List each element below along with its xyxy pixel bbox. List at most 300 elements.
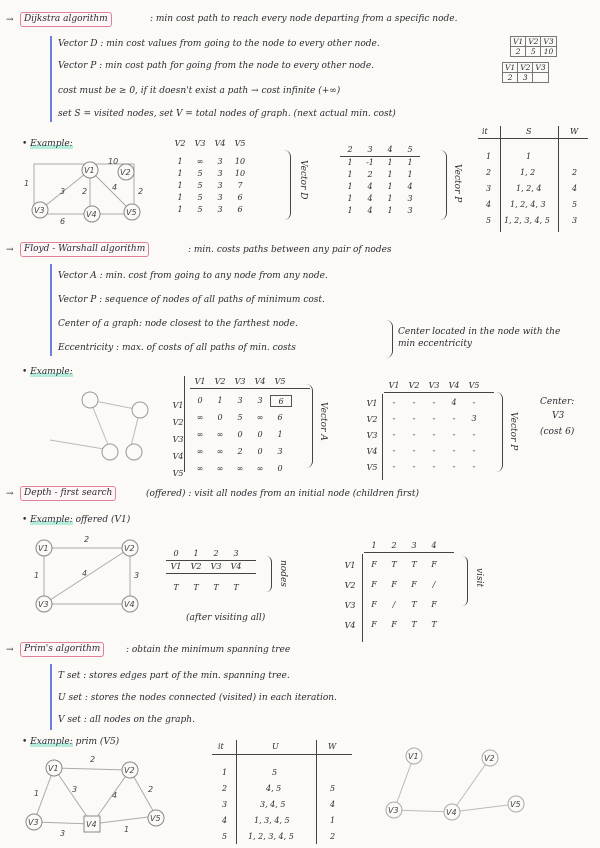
prim-example-label: • Example: prim (V5) xyxy=(22,737,120,747)
text-value: 1 xyxy=(177,193,183,202)
text-value: 5 xyxy=(222,832,228,841)
graph-node-label: V1 xyxy=(84,166,95,175)
text-value: T xyxy=(391,560,397,569)
graph-node-label: V3 xyxy=(38,600,49,609)
text-value: 5 xyxy=(237,413,243,422)
text-value: V2 xyxy=(408,381,420,390)
layout-element xyxy=(168,394,188,480)
dijkstra-cost-rule: cost must be ≥ 0, if it doesn't exist a path → cost infinite (+∞) xyxy=(58,86,341,96)
table-row xyxy=(340,169,420,181)
layout-element xyxy=(364,599,454,611)
layout-element xyxy=(384,413,494,425)
prim-u-set: U set : stores the nodes connected (visited) in each iteration. xyxy=(58,693,337,703)
layout-element xyxy=(190,376,310,475)
layout-element xyxy=(382,394,383,480)
layout-element xyxy=(340,554,360,632)
graph-node-label: V1 xyxy=(408,752,419,761)
table-header-row xyxy=(190,376,310,388)
layout-element xyxy=(362,446,382,458)
brace-icon xyxy=(440,150,447,220)
text-value: 2 xyxy=(391,541,397,550)
text-value: 3 xyxy=(367,145,373,154)
layout-element xyxy=(511,37,557,57)
graph-weight: 2 xyxy=(90,755,96,764)
text-value: 6 xyxy=(237,193,243,202)
text-value: V2 xyxy=(366,415,378,424)
dijkstra-p-grid xyxy=(502,62,549,83)
graph-node-label: V2 xyxy=(124,766,135,775)
text-value: 1 xyxy=(222,768,228,777)
graph-weight: 1 xyxy=(34,789,40,798)
prim-example-arg: prim (V5) xyxy=(75,737,120,747)
table-cell: 1, 2, 4 xyxy=(516,184,542,193)
text-value: ∞ xyxy=(256,413,264,422)
center-note-2: V3 xyxy=(552,411,565,421)
text-value: 1 xyxy=(177,205,183,214)
text-value: V3 xyxy=(210,562,222,571)
table-row xyxy=(190,463,310,475)
text-value: 1 xyxy=(347,170,353,179)
text-value: ∞ xyxy=(216,464,224,473)
d-grid-cell: 5 xyxy=(526,47,541,57)
layout-element xyxy=(362,554,363,642)
text-value: 1 xyxy=(347,158,353,167)
layout-element xyxy=(452,758,490,812)
text-value: 3 xyxy=(407,206,413,215)
graph-node-label: V4 xyxy=(124,600,135,609)
text-value: T xyxy=(411,600,417,609)
text-value: T xyxy=(431,620,437,629)
text-value: V5 xyxy=(274,377,286,386)
text-value: ∞ xyxy=(196,464,204,473)
text-value: W xyxy=(328,742,337,751)
text-value: - xyxy=(392,398,396,407)
graph-node-label: V2 xyxy=(124,544,135,553)
graph-weight: 4 xyxy=(82,569,88,578)
p-grid-cell: V2 xyxy=(518,63,533,73)
graph-node-label: V3 xyxy=(28,818,39,827)
dijkstra-s-table xyxy=(478,126,588,232)
graph-node-label: V1 xyxy=(48,764,59,773)
layout-element xyxy=(82,392,98,408)
text-value: ∞ xyxy=(256,464,264,473)
text-value: / xyxy=(432,580,436,589)
text-value: - xyxy=(472,446,476,455)
dfs-title: Depth - first search xyxy=(20,486,116,501)
layout-element xyxy=(503,63,549,83)
table-cell: 1, 2, 4, 3 xyxy=(510,200,546,209)
text-value: V3 xyxy=(366,431,378,440)
text-value: 1 xyxy=(387,158,393,167)
layout-element xyxy=(384,461,494,473)
text-value: 4 xyxy=(407,182,413,191)
text-value: 7 xyxy=(237,181,243,190)
floyd-title: Floyd - Warshall algorithm xyxy=(20,242,149,257)
text-value: 4 xyxy=(431,541,437,550)
text-value: 5 xyxy=(197,205,203,214)
text-value: 5 xyxy=(197,169,203,178)
text-value: 3, 4, 5 xyxy=(260,800,286,809)
text-value: 5 xyxy=(272,768,278,777)
layout-element xyxy=(168,400,188,412)
prim-left-bar xyxy=(50,664,52,730)
graph-node-label: V5 xyxy=(510,800,521,809)
table-header-cell: S xyxy=(526,127,532,136)
text-value: 6 xyxy=(237,205,243,214)
text-value: ∞ xyxy=(236,464,244,473)
text-value: Example: xyxy=(30,737,73,747)
floyd-left-bar xyxy=(50,264,52,356)
prim-title: Prim's algorithm xyxy=(20,642,104,657)
text-value: - xyxy=(452,414,456,423)
text-value: 4 xyxy=(367,206,373,215)
table-cell: 5 xyxy=(572,200,578,209)
layout-element xyxy=(54,768,130,770)
layout-element xyxy=(340,620,360,632)
graph-weight: 1 xyxy=(124,825,130,834)
table-row xyxy=(340,157,420,169)
text-value: V2 xyxy=(344,581,356,590)
bullet-arrow-icon: → xyxy=(6,245,14,255)
text-value: 2 xyxy=(347,145,353,154)
text-value: - xyxy=(412,430,416,439)
text-value: F xyxy=(431,600,437,609)
layout-element xyxy=(503,73,549,83)
d-grid-cell: 2 xyxy=(511,47,526,57)
graph-weight: 4 xyxy=(112,791,118,800)
dfs-sequence-note: (after visiting all) xyxy=(186,613,266,623)
vector-p-caption: Vector P xyxy=(452,164,462,203)
dfs-example-arg: offered (V1) xyxy=(75,515,131,525)
text-value: V1 xyxy=(344,561,356,570)
text-value: F xyxy=(371,600,377,609)
layout-element xyxy=(166,582,256,594)
graph-weight: 1 xyxy=(34,571,40,580)
text-value: V1 xyxy=(388,381,400,390)
layout-element xyxy=(362,462,382,474)
layout-element xyxy=(166,548,256,560)
layout-element xyxy=(212,754,352,755)
dijkstra-d-grid xyxy=(510,36,557,57)
table-row xyxy=(340,205,420,217)
text-value: 0 xyxy=(257,447,263,456)
text-value: ∞ xyxy=(196,157,204,166)
dijkstra-left-bar xyxy=(50,36,52,122)
text-value: 4 xyxy=(367,194,373,203)
p-grid-cell: V3 xyxy=(533,63,548,73)
text-value: 3 xyxy=(217,205,223,214)
dijkstra-graph xyxy=(20,150,150,230)
text-value: 4 xyxy=(367,182,373,191)
graph-node-label: V4 xyxy=(446,808,457,817)
text-value: F xyxy=(411,580,417,589)
text-value: - xyxy=(392,462,396,471)
graph-node-label: V5 xyxy=(150,814,161,823)
text-value: 1 xyxy=(347,194,353,203)
graph-weight: 2 xyxy=(84,535,90,544)
brace-icon xyxy=(284,150,291,220)
text-value: 2 xyxy=(213,549,219,558)
text-value: 5 xyxy=(407,145,413,154)
table-header-cell: V3 xyxy=(194,139,206,148)
text-value: V1 xyxy=(194,377,206,386)
layout-element xyxy=(166,573,256,574)
text-value: 0 xyxy=(173,549,179,558)
table-row xyxy=(170,168,250,180)
text-value: 1 xyxy=(387,194,393,203)
text-value: 1 xyxy=(177,169,183,178)
prim-description: : obtain the minimum spanning tree xyxy=(126,645,291,655)
text-value: 1 xyxy=(347,206,353,215)
table-row xyxy=(190,446,310,458)
text-value: V3 xyxy=(344,601,356,610)
layout-element xyxy=(384,380,494,392)
text-value: T xyxy=(213,583,219,592)
text-value: 10 xyxy=(234,157,246,166)
floyd-vector-p: Vector P : sequence of nodes of all paths of minimum cost. xyxy=(58,295,325,305)
graph-node-label: V3 xyxy=(388,806,399,815)
text-value: 3 xyxy=(217,181,223,190)
table-row xyxy=(190,429,310,441)
text-value: 2 xyxy=(222,784,228,793)
text-value: 4, 5 xyxy=(266,784,282,793)
text-value: 6 xyxy=(270,395,292,407)
table-cell: 3 xyxy=(486,184,492,193)
text-value: V3 xyxy=(234,377,246,386)
text-value: 1 xyxy=(347,182,353,191)
text-value: - xyxy=(432,430,436,439)
layout-element xyxy=(511,37,557,47)
graph-weight: 3 xyxy=(72,785,78,794)
graph-node-label: V4 xyxy=(86,210,97,219)
table-cell: 3 xyxy=(572,216,578,225)
text-value: 3 xyxy=(217,169,223,178)
text-value: - xyxy=(392,414,396,423)
text-value: - xyxy=(432,398,436,407)
layout-element xyxy=(511,47,557,57)
p-grid-cell: V1 xyxy=(503,63,518,73)
layout-element xyxy=(92,816,156,824)
brace-icon xyxy=(306,384,313,468)
layout-element xyxy=(478,138,588,139)
text-value: 6 xyxy=(277,413,283,422)
row-label: V4 xyxy=(172,452,184,461)
p-grid-cell: 3 xyxy=(518,73,533,83)
text-value: 2 xyxy=(330,832,336,841)
text-value: 5 xyxy=(197,193,203,202)
text-value: ∞ xyxy=(216,447,224,456)
layout-element xyxy=(340,600,360,612)
text-value: 1 xyxy=(217,396,223,405)
text-value: 0 xyxy=(237,430,243,439)
dfs-visit-caption: visit xyxy=(474,568,484,588)
text-value: 4 xyxy=(330,800,336,809)
text-value: 1 xyxy=(371,541,377,550)
text-value: - xyxy=(452,430,456,439)
text-value: -1 xyxy=(366,158,374,167)
text-value: 3 xyxy=(407,194,413,203)
layout-element xyxy=(316,740,317,844)
text-value: 0 xyxy=(197,396,203,405)
layout-element xyxy=(384,429,494,441)
p-grid-cell xyxy=(533,73,548,83)
brace-icon xyxy=(266,556,272,592)
layout-element xyxy=(168,468,188,480)
text-value: T xyxy=(411,620,417,629)
table-header-cell: V5 xyxy=(234,139,246,148)
dfs-sequence xyxy=(166,548,256,594)
text-value: V1 xyxy=(366,399,378,408)
brace-icon xyxy=(462,556,468,606)
text-value: - xyxy=(472,398,476,407)
row-label: V2 xyxy=(172,418,184,427)
layout-element xyxy=(340,580,360,592)
text-value: 3 xyxy=(411,541,417,550)
text-value: / xyxy=(392,600,396,609)
text-value: 1 xyxy=(387,170,393,179)
layout-element xyxy=(384,392,494,393)
text-value: T xyxy=(411,560,417,569)
table-row xyxy=(340,193,420,205)
text-value: 1 xyxy=(177,181,183,190)
graph-weight: 6 xyxy=(60,217,66,226)
graph-node-label: V4 xyxy=(86,820,97,829)
table-cell: 1, 2, 3, 4, 5 xyxy=(504,216,550,225)
graph-weight: 2 xyxy=(82,187,88,196)
layout-element xyxy=(500,126,501,232)
text-value: it xyxy=(218,742,224,751)
text-value: 4 xyxy=(222,816,228,825)
floyd-vector-a: Vector A : min. cost from going to any node from any node. xyxy=(58,271,328,281)
dijkstra-vector-p: Vector P : min cost path for going from the node to every other node. xyxy=(58,61,375,71)
layout-element xyxy=(364,540,454,552)
dijkstra-p-table xyxy=(340,144,420,217)
layout-element xyxy=(362,394,382,474)
graph-node-label: V2 xyxy=(484,754,495,763)
layout-element xyxy=(50,440,110,450)
layout-element xyxy=(384,397,494,409)
text-value: 1 xyxy=(387,206,393,215)
text-value: V2 xyxy=(190,562,202,571)
floyd-graph xyxy=(30,380,160,470)
prim-graph xyxy=(20,752,170,842)
table-cell: 1 xyxy=(526,152,532,161)
text-value: 3 xyxy=(222,800,228,809)
d-grid-cell: V1 xyxy=(511,37,526,47)
floyd-eccentricity: Eccentricity : max. of costs of all paths of min. costs xyxy=(58,343,296,353)
text-value: 4 xyxy=(451,398,457,407)
dfs-description: (offered) : visit all nodes from an initial node (children first) xyxy=(146,489,419,499)
layout-element xyxy=(190,388,310,389)
text-value: 4 xyxy=(387,145,393,154)
text-value: - xyxy=(412,414,416,423)
text-value: 5 xyxy=(330,784,336,793)
text-value: 1 xyxy=(193,549,199,558)
text-value: F xyxy=(431,560,437,569)
dijkstra-vector-d: Vector D : min cost values from going to the node to every other node. xyxy=(58,39,380,49)
prim-table xyxy=(212,740,352,844)
table-header-row xyxy=(340,144,420,156)
graph-node-label: V2 xyxy=(120,168,131,177)
text-value: 0 xyxy=(257,430,263,439)
layout-element xyxy=(364,579,454,591)
table-cell: 5 xyxy=(486,216,492,225)
text-value: - xyxy=(432,462,436,471)
bullet-arrow-icon: → xyxy=(6,645,14,655)
text-value: T xyxy=(233,583,239,592)
graph-weight: 2 xyxy=(148,785,154,794)
text-value: V5 xyxy=(468,381,480,390)
text-value: - xyxy=(412,398,416,407)
layout-element xyxy=(558,126,559,232)
layout-element xyxy=(102,444,118,460)
table-header-cell: W xyxy=(570,127,579,136)
text-value: ∞ xyxy=(196,430,204,439)
text-value: ∞ xyxy=(196,413,204,422)
text-value: F xyxy=(391,620,397,629)
dfs-example-label: • Example: offered (V1) xyxy=(22,515,131,525)
text-value: F xyxy=(371,560,377,569)
graph-weight: 2 xyxy=(138,187,144,196)
table-row xyxy=(170,192,250,204)
text-value: 1, 3, 4, 5 xyxy=(254,816,290,825)
text-value: V4 xyxy=(366,447,378,456)
layout-element xyxy=(364,559,454,571)
vector-a-caption: Vector A xyxy=(318,402,328,441)
prim-t-set: T set : stores edges part of the min. spanning tree. xyxy=(58,671,290,681)
bullet-arrow-icon: → xyxy=(6,489,14,499)
layout-element xyxy=(168,434,188,446)
dijkstra-title: Dijkstra algorithm xyxy=(20,12,112,27)
text-value: Example: xyxy=(30,367,73,377)
text-value: 1, 2, 3, 4, 5 xyxy=(248,832,294,841)
table-cell: 2 xyxy=(572,168,578,177)
layout-element xyxy=(364,619,454,631)
text-value: F xyxy=(371,620,377,629)
brace-icon xyxy=(386,320,393,358)
graph-weight: 3 xyxy=(60,829,66,838)
graph-weight: 4 xyxy=(112,183,118,192)
text-value: 3 xyxy=(277,447,283,456)
layout-element xyxy=(364,552,454,553)
floyd-vector-p-caption: Vector P xyxy=(508,412,518,451)
text-value: - xyxy=(432,414,436,423)
layout-element xyxy=(394,756,414,810)
layout-element xyxy=(166,561,256,573)
text-value: V4 xyxy=(448,381,460,390)
text-value: 3 xyxy=(217,193,223,202)
d-grid-cell: V2 xyxy=(526,37,541,47)
text-value: 1 xyxy=(387,182,393,191)
graph-node-label: V1 xyxy=(38,544,49,553)
table-row xyxy=(190,395,310,407)
layout-element xyxy=(503,63,549,73)
text-value: - xyxy=(472,462,476,471)
row-label: V1 xyxy=(172,401,184,410)
table-row xyxy=(170,180,250,192)
prim-v-set: V set : all nodes on the graph. xyxy=(58,715,195,725)
text-value: - xyxy=(412,446,416,455)
text-value: V4 xyxy=(344,621,356,630)
center-note-1: Center: xyxy=(540,397,575,407)
dijkstra-description: : min cost path to reach every node departing from a specific node. xyxy=(150,14,458,24)
text-value: 0 xyxy=(277,464,283,473)
prim-spanning-tree xyxy=(380,740,530,830)
layout-element xyxy=(452,804,516,812)
text-value: V4 xyxy=(230,562,242,571)
graph-weight: 10 xyxy=(108,157,119,166)
layout-element xyxy=(362,430,382,442)
